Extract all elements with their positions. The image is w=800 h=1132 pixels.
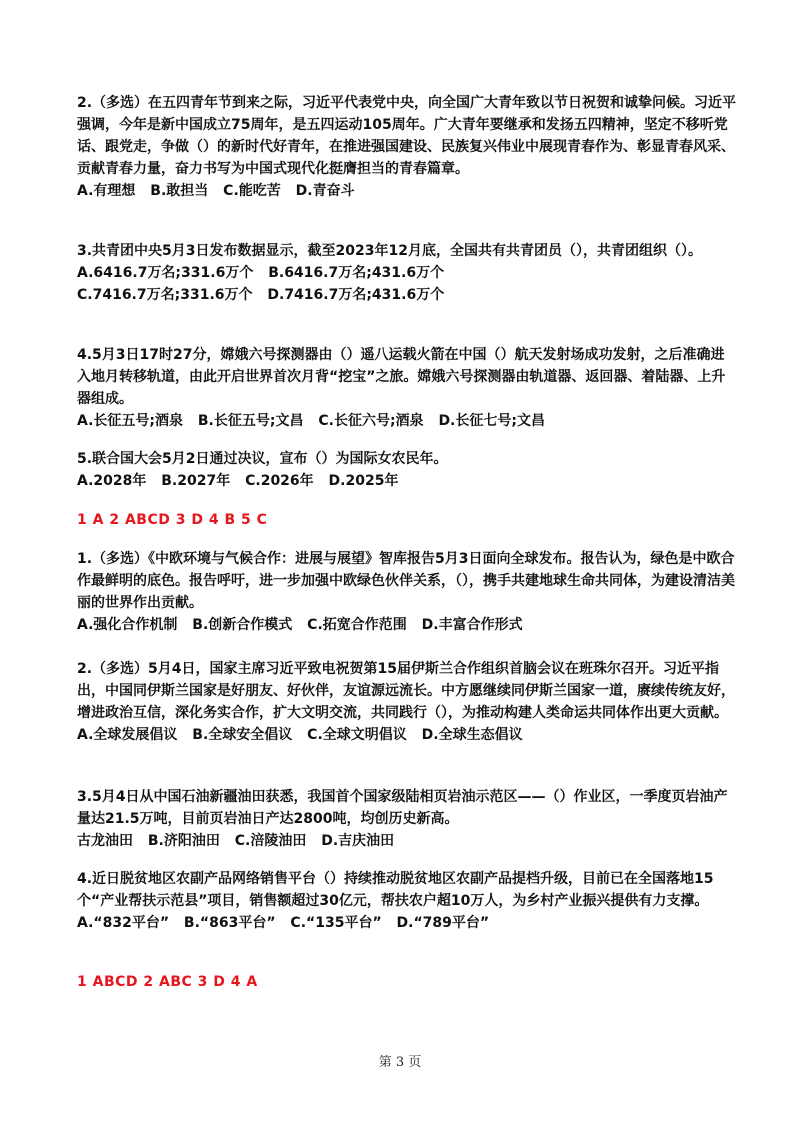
- option-c: C.7416.7万名;331.6万个: [77, 287, 253, 303]
- option-b: B.长征五号;文昌: [197, 413, 304, 429]
- question-block: [77, 658, 737, 746]
- question-text: 1.（多选）《中欧环境与气候合作：进展与展望》智库报告5月3日面向全球发布。报告认为，绿色是中欧合作最鲜明的底色。报告呼吁，进一步加强中欧绿色伙伴关系，（），携手共建地球生命共同体，为建设清洁美丽的世界作出贡献。: [77, 551, 735, 611]
- option-d: D.丰富合作形式: [421, 617, 523, 633]
- question-block: [77, 868, 737, 934]
- option-b: B.2027年: [161, 473, 231, 489]
- option-c: C.2026年: [245, 473, 314, 489]
- question-text: 4.5月3日17时27分，嫦娥六号探测器由（）遥八运载火箭在中国（）航天发射场成功发射，之后准确进入地月转移轨道，由此开启世界首次月背“挖宝”之旅。嫦娥六号探测器由轨道器、返回器、着陆器、上升器组成。: [77, 347, 726, 407]
- option-d: D.青奋斗: [295, 183, 355, 199]
- option-d: D.全球生态倡议: [421, 727, 523, 743]
- question-block: [77, 344, 737, 432]
- option-a: A.6416.7万名;331.6万个: [77, 265, 254, 281]
- option-a: A.2028年: [77, 473, 147, 489]
- question-options: [77, 614, 737, 636]
- question-options: [77, 262, 737, 284]
- option-a: 古龙油田: [77, 833, 133, 849]
- question-options: [77, 724, 737, 746]
- option-c: C.涪陵油田: [234, 833, 307, 849]
- question-options: [77, 912, 737, 934]
- option-d: D.7416.7万名;431.6万个: [267, 287, 445, 303]
- question-block: [77, 240, 737, 306]
- option-b: B.全球安全倡议: [192, 727, 293, 743]
- option-b: B.敢担当: [150, 183, 209, 199]
- answer-key: 1 ABCD 2 ABC 3 D 4 A: [77, 974, 258, 990]
- question-block: [77, 548, 737, 636]
- question-text: 3.共青团中央5月3日发布数据显示，截至2023年12月底，全国共有共青团员（），共青团组织（）。: [77, 243, 702, 259]
- question-block: [77, 92, 737, 202]
- question-options: [77, 470, 737, 492]
- option-b: B.6416.7万名;431.6万个: [268, 265, 445, 281]
- question-text: 3.5月4日从中国石油新疆油田获悉，我国首个国家级陆相页岩油示范区——（）作业区，一季度页岩油产量达21.5万吨，目前页岩油日产达2800吨，均创历史新高。: [77, 789, 728, 827]
- option-c: C.能吃苦: [223, 183, 281, 199]
- option-c: C.拓宽合作范围: [307, 617, 407, 633]
- option-a: A.长征五号;酒泉: [77, 413, 184, 429]
- option-b: B.济阳油田: [147, 833, 220, 849]
- option-d: D.“789平台”: [396, 915, 490, 931]
- option-d: D.长征七号;文昌: [438, 413, 545, 429]
- question-text: 2.（多选）5月4日，国家主席习近平致电祝贺第15届伊斯兰合作组织首脑会议在班珠尔召开。习近平指出，中国同伊斯兰国家是好朋友、好伙伴，友谊源远流长。中方愿继续同伊斯兰国家一道，赓续传统友好，增进政治互信，深化务实合作，扩大文明交流，共同践行（），为推动构建人类命运共同体作出更大贡献。: [77, 661, 735, 721]
- option-b: B.“863平台”: [183, 915, 276, 931]
- question-text: 5.联合国大会5月2日通过决议，宣布（）为国际女农民年。: [77, 451, 448, 467]
- question-options: [77, 410, 737, 432]
- page-number: 第 3 页: [378, 1055, 422, 1070]
- question-text: 2.（多选）在五四青年节到来之际，习近平代表党中央，向全国广大青年致以节日祝贺和诚挚问候。习近平强调，今年是新中国成立75周年，是五四运动105周年。广大青年要继承和发扬五四精神，坚定不移听党话、跟党走，争做（）的新时代好青年，在推进强国建设、民族复兴伟业中展现青春作为、彰显青春风采、贡献青春力量，奋力书写为中国式现代化挺膺担当的青春篇章。: [77, 95, 737, 177]
- question-options: [77, 830, 737, 852]
- option-a: A.强化合作机制: [77, 617, 178, 633]
- option-d: D.吉庆油田: [321, 833, 395, 849]
- option-a: A.有理想: [77, 183, 136, 199]
- option-c: C.“135平台”: [290, 915, 382, 931]
- option-b: B.创新合作模式: [192, 617, 293, 633]
- question-text: 4.近日脱贫地区农副产品网络销售平台（）持续推动脱贫地区农副产品提档升级，目前已在全国落地15个“产业帮扶示范县”项目，销售额超过30亿元，帮扶农户超10万人，为乡村产业振兴提供有力支撑。: [77, 871, 714, 909]
- option-d: D.2025年: [328, 473, 399, 489]
- question-options: [77, 180, 737, 202]
- option-a: A.全球发展倡议: [77, 727, 178, 743]
- question-block: [77, 448, 737, 492]
- option-c: C.长征六号;酒泉: [318, 413, 424, 429]
- question-block: [77, 786, 737, 852]
- option-a: A.“832平台”: [77, 915, 170, 931]
- question-options: [77, 284, 737, 306]
- answer-key: 1 A 2 ABCD 3 D 4 B 5 C: [77, 512, 268, 528]
- option-c: C.全球文明倡议: [307, 727, 407, 743]
